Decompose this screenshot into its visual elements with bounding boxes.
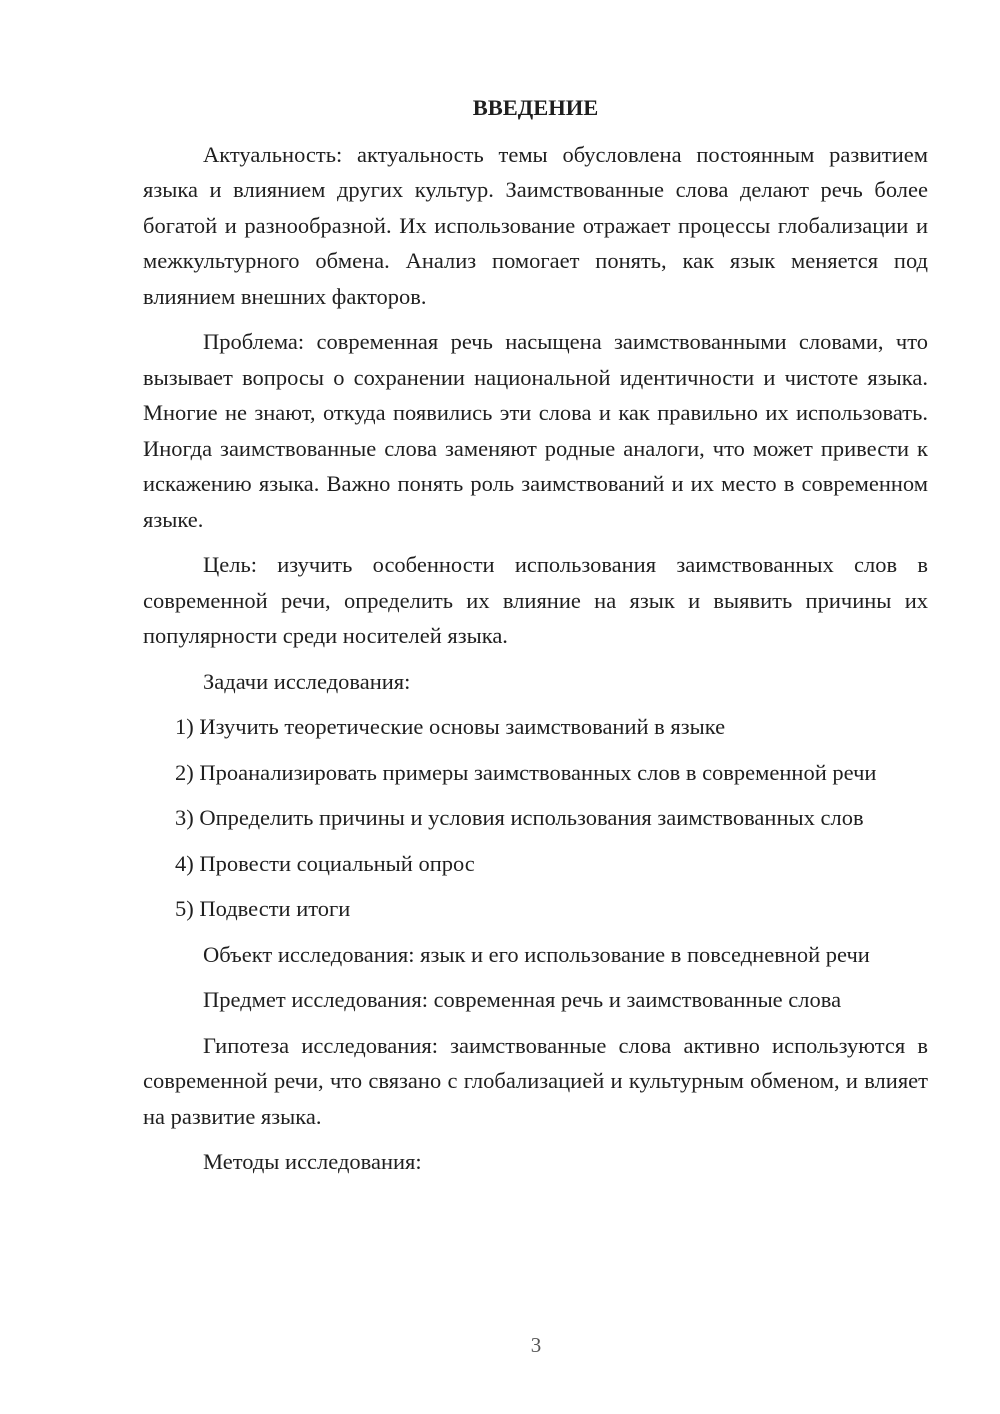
paragraph-hypothesis: Гипотеза исследования: заимствованные слова активно используются в современной речи, что связано с глобализацией и культурным обменом, и влияет на развитие языка. — [143, 1032, 928, 1129]
task-item-5: 5) Подвести итоги — [175, 896, 351, 921]
paragraph-goal: Цель: изучить особенности использования заимствованных слов в современной речи, определить их влияние на язык и выявить причины их популярности среди носителей языка. — [143, 552, 928, 648]
methods-heading: Методы исследования: — [203, 1149, 422, 1174]
page-title: ВВЕДЕНИЕ — [472, 95, 599, 120]
task-item-2: 2) Проанализировать примеры заимствованных слов в современной речи — [175, 759, 877, 785]
paragraph-problem: Проблема: современная речь насыщена заимствованными словами, что вызывает вопросы о сохранении национальной идентичности и чистоте языка. Многие не знают, откуда появились эти слова и как правильно их использовать. Иногда заимствованные слова заменяют родные аналоги, что может привести к искажению языка. Важно понять роль заимствований и их место в современном языке. — [143, 329, 928, 532]
paragraph-object: Объект исследования: язык и его использование в повседневной речи — [203, 941, 870, 967]
document-page — [143, 90, 928, 1190]
page-number: 3 — [530, 1333, 542, 1357]
task-item-3: 3) Определить причины и условия использования заимствованных слов — [175, 805, 864, 830]
tasks-heading: Задачи исследования: — [203, 668, 411, 694]
task-item-1: 1) Изучить теоретические основы заимствований в языке — [175, 714, 726, 739]
task-item-4: 4) Провести социальный опрос — [175, 850, 475, 876]
paragraph-subject: Предмет исследования: современная речь и заимствованные слова — [203, 987, 842, 1012]
paragraph-relevance: Актуальность: актуальность темы обусловлена постоянным развитием языка и влиянием других культур. Заимствованные слова делают речь более богатой и разнообразной. Их использование отражает процессы глобализации и межкультурного обмена. Анализ помогает понять, как язык меняется под влиянием внешних факторов. — [143, 141, 928, 309]
